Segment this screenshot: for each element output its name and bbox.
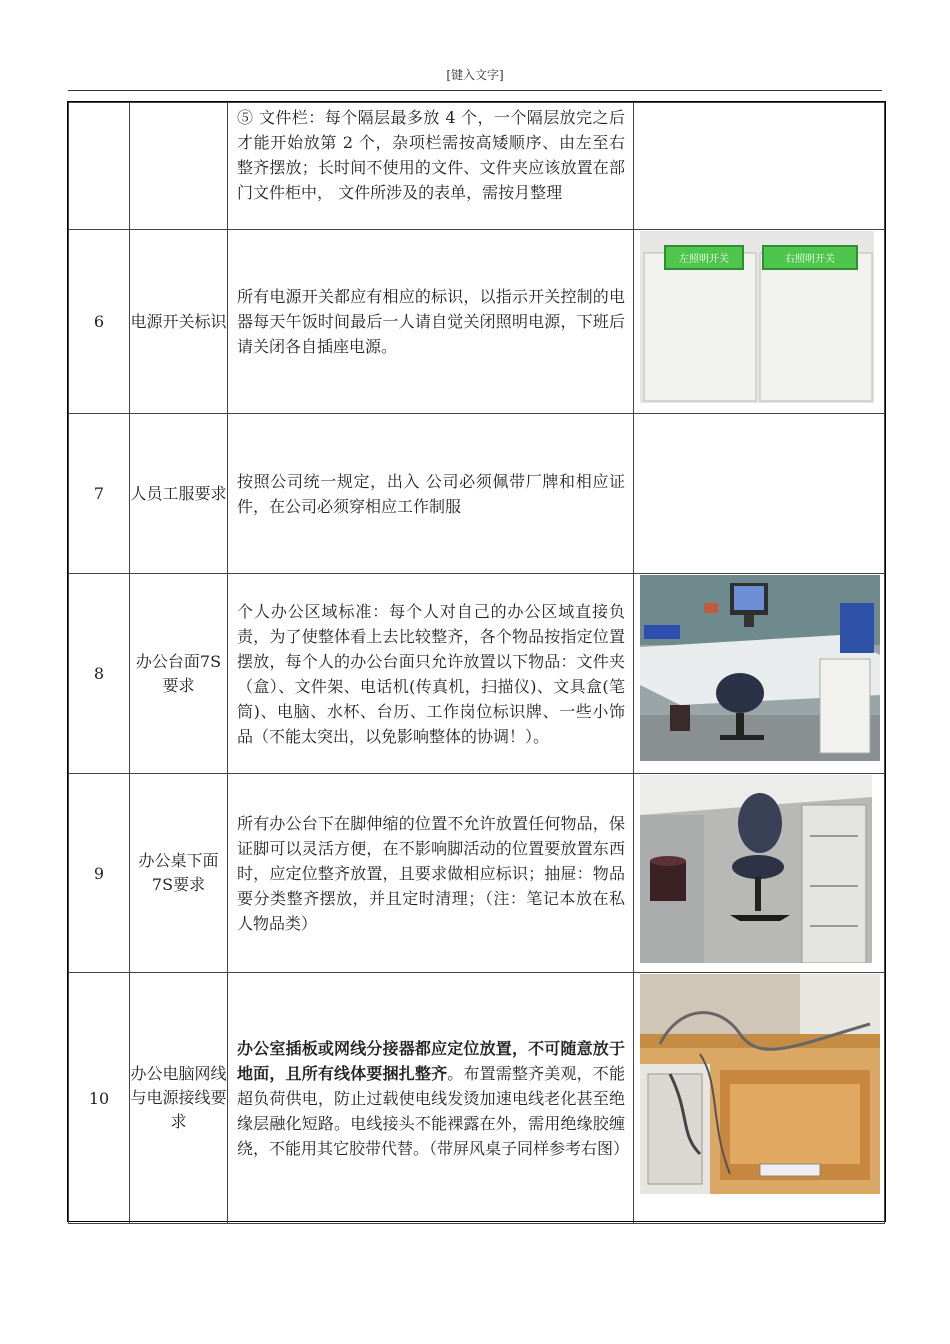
- row-description: [228, 973, 634, 1224]
- table-row: [69, 774, 885, 973]
- row-image-cell: [634, 230, 885, 414]
- row-item: 办公桌下面7S要求: [130, 774, 228, 973]
- table-row: [69, 574, 885, 774]
- row-number: 7: [69, 414, 130, 574]
- row-image-cell: [634, 774, 885, 973]
- under-desk-photo: [640, 775, 872, 963]
- row-number: 6: [69, 230, 130, 414]
- row-item: [130, 103, 228, 230]
- cable-management-photo: [640, 974, 880, 1194]
- row-description: 所有电源开关都应有相应的标识，以指示开关控制的电器每天午饭时间最后一人请自觉关闭照明电源，下班后请关闭各自插座电源。: [228, 230, 634, 414]
- table-row: [69, 230, 885, 414]
- page-header-text: [键入文字]: [446, 68, 504, 82]
- row-item: 电源开关标识: [130, 230, 228, 414]
- row-description-bold: 办公室插板或网线分接器都应定位放置，不可随意放于地面，且所有线体要捆扎整齐: [237, 1038, 625, 1083]
- table-row: [69, 414, 885, 574]
- row-description: ⑤ 文件栏：每个隔层最多放 4 个，一个隔层放完之后才能开始放第 2 个，杂项栏需按高矮顺序、由左至右整齐摆放；长时间不使用的文件、文件夹应该放置在部门文件柜中， 文件所涉及的表单，需按月整理: [228, 103, 634, 230]
- table-row: [69, 973, 885, 1224]
- row-image-cell: [634, 103, 885, 230]
- switch-label-left: 左照明开关: [679, 254, 729, 265]
- row-image-cell: [634, 574, 885, 774]
- standards-table: [67, 101, 886, 1222]
- row-item: 办公台面7S要求: [130, 574, 228, 774]
- header-rule: [68, 90, 882, 91]
- row-image-cell: [634, 414, 885, 574]
- office-desk-photo: [640, 575, 880, 761]
- row-number: 10: [69, 973, 130, 1224]
- row-number: 9: [69, 774, 130, 973]
- row-item: 人员工服要求: [130, 414, 228, 574]
- row-number: [69, 103, 130, 230]
- light-switch-photo: [640, 231, 874, 403]
- row-description-rest: 。布置需整齐美观，不能超负荷供电，防止过载使电线发烫加速电线老化甚至绝缘层融化短路。电线接头不能裸露在外，需用绝缘胶缠绕，不能用其它胶带代替。（带屏风桌子同样参考右图）: [237, 1063, 630, 1158]
- row-image-cell: [634, 973, 885, 1224]
- switch-label-right: 右照明开关: [785, 254, 835, 265]
- row-number: 8: [69, 574, 130, 774]
- row-item: 办公电脑网线与电源接线要求: [130, 973, 228, 1224]
- row-description: 个人办公区域标准：每个人对自己的办公区域直接负责，为了使整体看上去比较整齐，各个物品按指定位置摆放，每个人的办公台面只允许放置以下物品：文件夹（盒）、文件架、电话机(传真机，扫描仪)、文具盒(笔筒)、电脑、水杯、台历、工作岗位标识牌、一些小饰品（不能太突出，以免影响整体的协调！）。: [228, 574, 634, 774]
- row-description: 按照公司统一规定，出入 公司必须佩带厂牌和相应证件，在公司必须穿相应工作制服: [228, 414, 634, 574]
- table-row: [69, 103, 885, 230]
- row-description: 所有办公台下在脚伸缩的位置不允许放置任何物品，保证脚可以灵活方便，在不影响脚活动的位置要放置东西时，应定位整齐放置，且要求做相应标识；抽屉：物品要分类整齐摆放，并且定时清理；（注：笔记本放在私人物品类）: [228, 774, 634, 973]
